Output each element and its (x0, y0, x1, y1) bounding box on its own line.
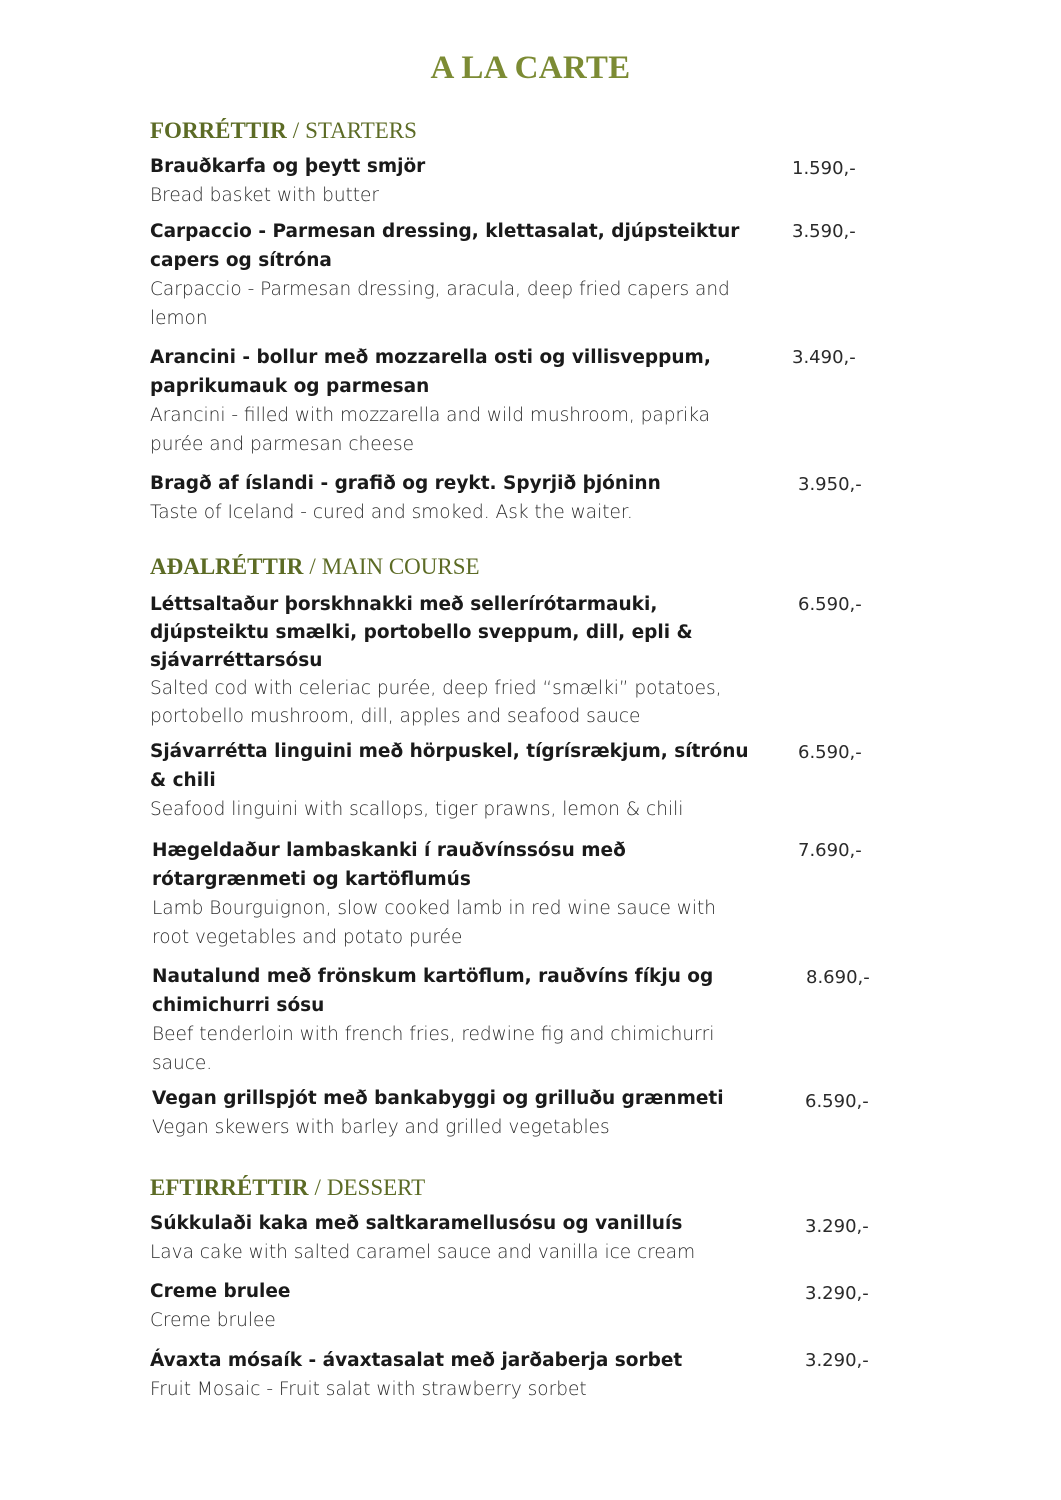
dish-name-is: Ávaxta mósaík - ávaxtasalat með jarðaberja sorbet (150, 1350, 683, 1371)
dish-name-en: Beef tenderloin with french fries, redwine fig and chimichurri sauce. (152, 1024, 715, 1074)
dish-name-is: Arancini - bollur með mozzarella osti og villisveppum, paprikumauk og parmesan (150, 347, 711, 397)
dish-price: 1.590,- (792, 158, 856, 179)
section-heading-main-course (150, 554, 480, 580)
dish-name-en: Fruit Mosaic - Fruit salat with strawberry sorbet (150, 1379, 587, 1400)
dish-price: 3.490,- (792, 347, 856, 368)
dish-name-en: Bread basket with butter (150, 185, 380, 206)
section-name-is: EFTIRRÉTTIR (150, 1175, 309, 1200)
dish-name-is: Bragð af íslandi - grafið og reykt. Spyrjið þjóninn (150, 473, 661, 494)
menu-item (150, 737, 750, 824)
dish-price: 6.590,- (798, 742, 862, 763)
dish-name-en: Lava cake with salted caramel sauce and vanilla ice cream (150, 1242, 696, 1263)
section-separator: / (292, 118, 300, 143)
menu-item (150, 1346, 770, 1404)
section-name-is: FORRÉTTIR (150, 118, 287, 143)
dish-name-is: Brauðkarfa og þeytt smjör (150, 156, 426, 177)
menu-item (150, 1277, 770, 1335)
dish-name-is: Vegan grillspjót með bankabyggi og grilluðu grænmeti (152, 1088, 724, 1109)
dish-name-en: Arancini - filled with mozzarella and wild mushroom, paprika purée and parmesan cheese (150, 405, 710, 455)
dish-name-is: Hægeldaður lambaskanki í rauðvínssósu með rótargrænmeti og kartöflumús (152, 840, 626, 890)
section-heading-dessert (150, 1175, 425, 1201)
dish-price: 3.290,- (805, 1216, 869, 1237)
dish-name-is: Sjávarrétta linguini með hörpuskel, tígrísrækjum, sítrónu & chili (150, 741, 749, 791)
dish-name-en: Taste of Iceland - cured and smoked. Ask the waiter. (150, 502, 633, 523)
menu-item (150, 217, 750, 333)
dish-price: 7.690,- (798, 840, 862, 861)
dish-name-en: Salted cod with celeriac purée, deep fried “smælki” potatoes, portobello mushroom, dill, apples and seafood sauce (150, 678, 722, 727)
section-name-en: STARTERS (305, 118, 417, 143)
menu-item (150, 591, 775, 731)
section-name-is: AÐALRÉTTIR (150, 554, 304, 579)
dish-price: 3.290,- (805, 1350, 869, 1371)
menu-item (152, 1084, 772, 1142)
dish-name-en: Vegan skewers with barley and grilled vegetables (152, 1117, 610, 1138)
section-heading-starters (150, 118, 417, 144)
dish-name-en: Seafood linguini with scallops, tiger prawns, lemon & chili (150, 799, 684, 820)
dish-price: 3.590,- (792, 221, 856, 242)
menu-item (152, 836, 742, 952)
dish-price: 6.590,- (798, 594, 862, 615)
menu-title: A LA CARTE (430, 50, 631, 86)
section-name-en: MAIN COURSE (321, 554, 480, 579)
dish-name-is: Súkkulaði kaka með saltkaramellusósu og vanilluís (150, 1213, 683, 1234)
menu-item (150, 152, 770, 210)
dish-price: 6.590,- (805, 1091, 869, 1112)
dish-name-en: Lamb Bourguignon, slow cooked lamb in red wine sauce with root vegetables and potato purée (152, 898, 717, 948)
dish-name-is: Nautalund með frönskum kartöflum, rauðvíns fíkju og chimichurri sósu (152, 966, 714, 1016)
dish-name-en: Creme brulee (150, 1310, 276, 1331)
section-separator: / (314, 1175, 321, 1200)
dish-price: 3.950,- (798, 474, 862, 495)
menu-item (150, 469, 770, 527)
dish-name-en: Carpaccio - Parmesan dressing, aracula, deep fried capers and lemon (150, 279, 730, 329)
dish-name-is: Creme brulee (150, 1281, 291, 1302)
dish-price: 8.690,- (806, 967, 870, 988)
menu-item (150, 1209, 770, 1267)
dish-name-is: Carpaccio - Parmesan dressing, klettasalat, djúpsteiktur capers og sítróna (150, 221, 740, 271)
menu-item (152, 962, 742, 1078)
dish-price: 3.290,- (805, 1283, 869, 1304)
section-separator: / (309, 554, 316, 579)
section-name-en: DESSERT (326, 1175, 426, 1200)
dish-name-is: Léttsaltaður þorskhnakki með sellerírótarmauki, djúpsteiktu smælki, portobello sveppum, dill, epli & sjávarréttarsósu (150, 594, 693, 671)
menu-item (150, 343, 750, 459)
